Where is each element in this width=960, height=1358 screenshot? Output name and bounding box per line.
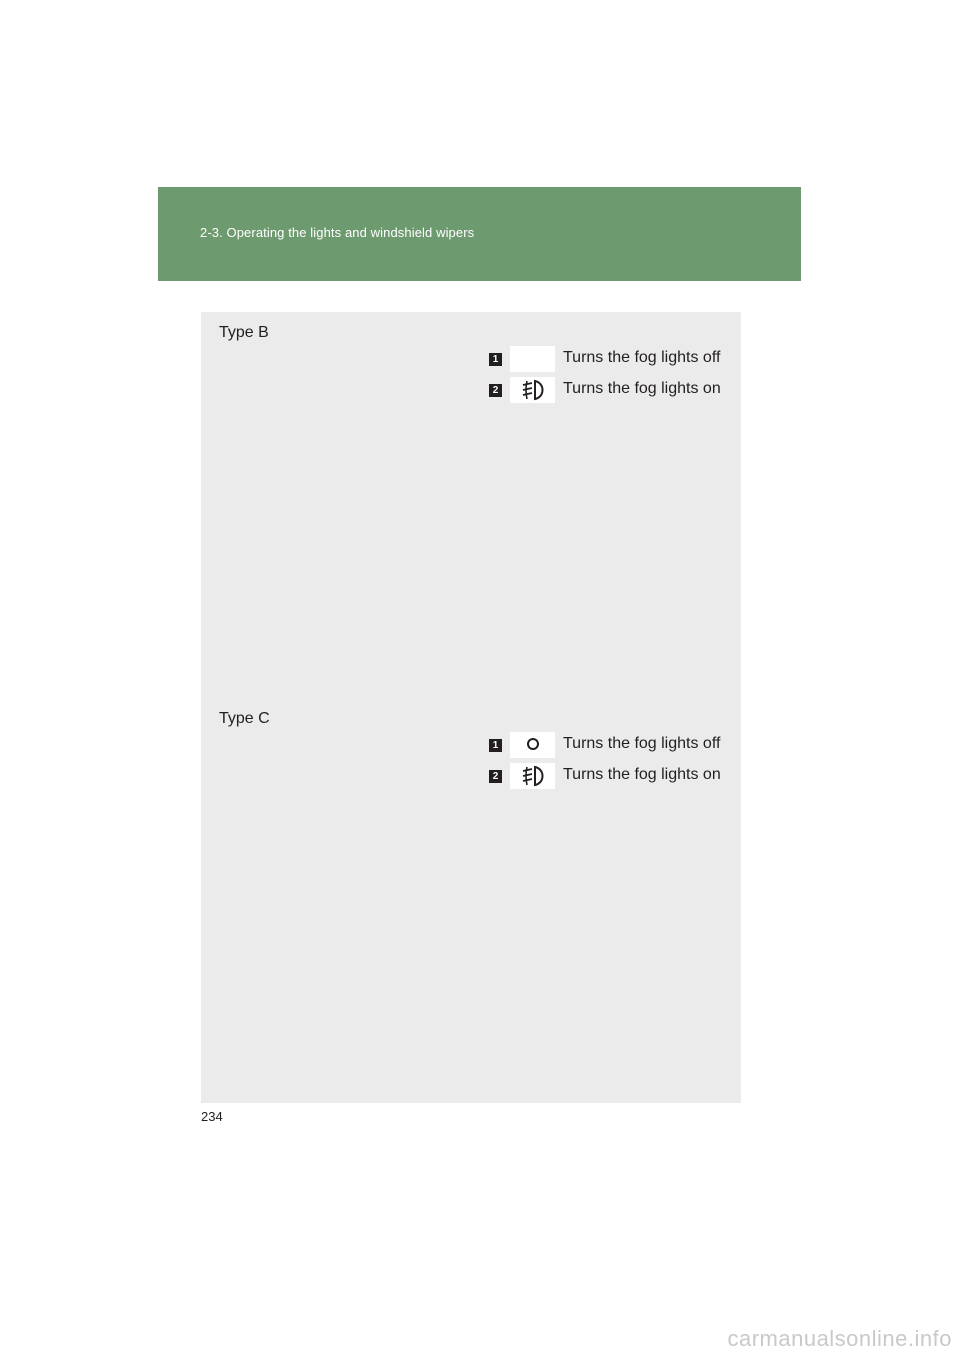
item-number-badge: 2 xyxy=(489,770,502,783)
item-number-badge: 2 xyxy=(489,384,502,397)
item-description: Turns the fog lights off xyxy=(563,735,721,752)
blank-icon-box xyxy=(510,346,555,372)
type-b-item-2 xyxy=(489,377,729,403)
item-description: Turns the fog lights on xyxy=(563,380,721,397)
page-number: 234 xyxy=(201,1109,223,1124)
item-description: Turns the fog lights off xyxy=(563,349,721,366)
type-b-item-1 xyxy=(489,346,729,372)
section-title: 2-3. Operating the lights and windshield wipers xyxy=(200,225,475,240)
off-circle-icon xyxy=(510,732,555,758)
section-header-band xyxy=(158,187,801,281)
watermark: carmanualsonline.info xyxy=(727,1326,952,1351)
front-fog-light-icon xyxy=(510,377,555,403)
item-number-badge: 1 xyxy=(489,739,502,752)
type-b-heading: Type B xyxy=(219,324,269,341)
type-c-item-2 xyxy=(489,763,729,789)
type-c-item-1 xyxy=(489,732,729,758)
item-number-badge: 1 xyxy=(489,353,502,366)
front-fog-light-icon xyxy=(510,763,555,789)
type-c-heading: Type C xyxy=(219,710,270,727)
illustration-panel xyxy=(201,312,741,1103)
item-description: Turns the fog lights on xyxy=(563,766,721,783)
